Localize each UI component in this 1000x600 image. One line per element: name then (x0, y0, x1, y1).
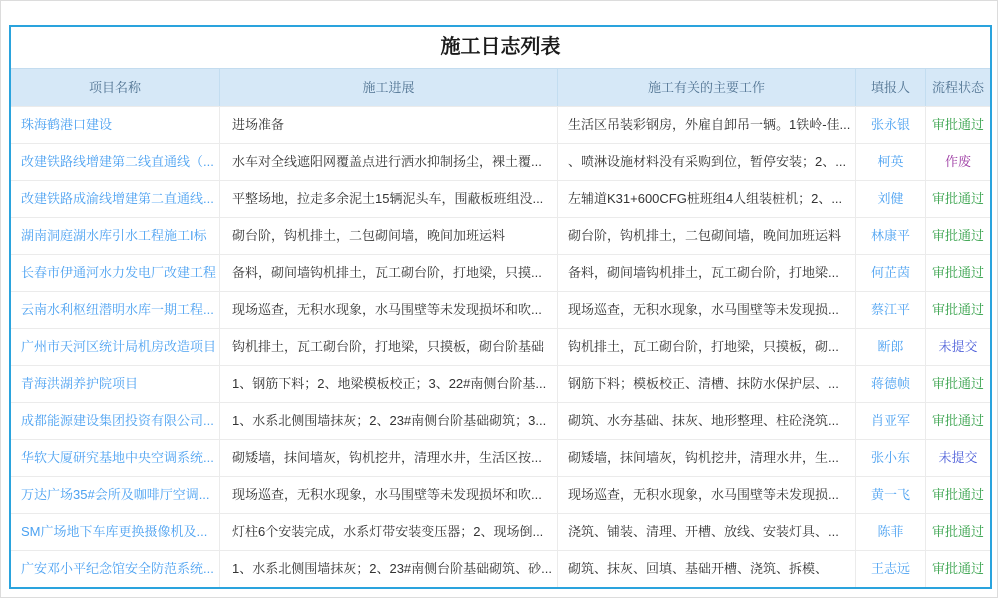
table-body (11, 106, 990, 587)
table-row (11, 254, 990, 291)
progress-text: 备料，砌间墙钩机排土，瓦工砌台阶，打地梁，只摸... (220, 255, 558, 291)
reporter-link[interactable]: 陈菲 (856, 514, 926, 550)
status-badge: 审批通过 (931, 376, 984, 391)
main-work-text: 砌筑、水夯基础、抹灰、地形整理、柱砼浇筑... (558, 403, 856, 439)
status-badge: 审批通过 (931, 265, 984, 280)
status-badge: 审批通过 (931, 524, 984, 539)
main-work-text: 、喷淋设施材料没有采购到位，暂停安装；2、... (558, 144, 856, 180)
table-row (11, 328, 990, 365)
project-name-link[interactable]: 广州市天河区统计局机房改造项目 (11, 329, 220, 365)
progress-text: 平整场地，拉走多余泥土15辆泥头车，围蔽板班组没... (220, 181, 558, 217)
project-name-link[interactable]: 广安邓小平纪念馆安全防范系统... (11, 551, 220, 587)
status-badge: 审批通过 (931, 191, 984, 206)
progress-text: 砌台阶，钩机排土，二包砌间墙，晚间加班运料 (220, 218, 558, 254)
project-name-link[interactable]: 万达广场35#会所及咖啡厅空调... (11, 477, 220, 513)
table-row (11, 476, 990, 513)
project-name-link[interactable]: SM广场地下车库更换摄像机及... (11, 514, 220, 550)
progress-text: 1、水系北侧围墙抹灰；2、23#南侧台阶基础砌筑；3... (220, 403, 558, 439)
table-row (11, 180, 990, 217)
status-badge: 审批通过 (931, 487, 984, 502)
table-row (11, 513, 990, 550)
reporter-link[interactable]: 柯英 (856, 144, 926, 180)
project-name-link[interactable]: 成都能源建设集团投资有限公司... (11, 403, 220, 439)
reporter-link[interactable]: 黄一飞 (856, 477, 926, 513)
status-badge: 审批通过 (931, 117, 984, 132)
reporter-link[interactable]: 何芷茵 (856, 255, 926, 291)
main-work-text: 浇筑、铺装、清理、开槽、放线、安装灯具、... (558, 514, 856, 550)
column-header-status: 流程状态 (931, 80, 984, 95)
table-row (11, 143, 990, 180)
progress-text: 水车对全线遮阳网覆盖点进行洒水抑制扬尘，裸土覆... (220, 144, 558, 180)
progress-text: 进场准备 (220, 107, 558, 143)
reporter-link[interactable]: 王志远 (856, 551, 926, 587)
project-name-link[interactable]: 云南水利枢纽潜明水库一期工程... (11, 292, 220, 328)
main-work-text: 钩机排土，瓦工砌台阶，打地梁，只摸板，砌... (558, 329, 856, 365)
progress-text: 1、钢筋下料；2、地梁模板校正；3、22#南侧台阶基... (220, 366, 558, 402)
reporter-link[interactable]: 刘健 (856, 181, 926, 217)
table-row (11, 217, 990, 254)
status-badge: 未提交 (938, 339, 978, 354)
progress-text: 1、水系北侧围墙抹灰；2、23#南侧台阶基础砌筑、砂... (220, 551, 558, 587)
project-name-link[interactable]: 青海洪湖养护院项目 (11, 366, 220, 402)
reporter-link[interactable]: 蔡江平 (856, 292, 926, 328)
main-work-text: 现场巡查，无积水现象，水马围壁等未发现损... (558, 292, 856, 328)
table-header (11, 68, 990, 106)
project-name-link[interactable]: 改建铁路成渝线增建第二直通线... (11, 181, 220, 217)
reporter-link[interactable]: 断郎 (856, 329, 926, 365)
progress-text: 钩机排土，瓦工砌台阶，打地梁，只摸板，砌台阶基础 (220, 329, 558, 365)
column-header-work: 施工有关的主要工作 (558, 69, 856, 106)
status-badge: 未提交 (938, 450, 978, 465)
reporter-link[interactable]: 蒋德帧 (856, 366, 926, 402)
main-work-text: 砌台阶，钩机排土，二包砌间墙，晚间加班运料 (558, 218, 856, 254)
status-badge: 审批通过 (931, 561, 984, 576)
reporter-link[interactable]: 肖亚军 (856, 403, 926, 439)
main-work-text: 生活区吊装彩钢房，外雇自卸吊一辆。1铁岭-佳... (558, 107, 856, 143)
project-name-link[interactable]: 改建铁路线增建第二线直通线（... (11, 144, 220, 180)
progress-text: 现场巡查，无积水现象，水马围壁等未发现损坏和吹... (220, 292, 558, 328)
column-header-project: 项目名称 (11, 69, 220, 106)
table-row (11, 291, 990, 328)
main-work-text: 砌矮墙，抹间墙灰，钩机挖井，清理水井，生... (558, 440, 856, 476)
status-badge: 审批通过 (931, 413, 984, 428)
table-row (11, 365, 990, 402)
construction-log-table (9, 25, 992, 589)
status-badge: 作废 (944, 154, 971, 169)
project-name-link[interactable]: 珠海鹤港口建设 (11, 107, 220, 143)
column-header-reporter: 填报人 (856, 69, 926, 106)
main-work-text: 现场巡查，无积水现象，水马围壁等未发现损... (558, 477, 856, 513)
reporter-link[interactable]: 张永银 (856, 107, 926, 143)
main-work-text: 备料，砌间墙钩机排土，瓦工砌台阶，打地梁... (558, 255, 856, 291)
main-work-text: 砌筑、抹灰、回填、基础开槽、浇筑、拆模、 (558, 551, 856, 587)
page-title: 施工日志列表 (11, 27, 990, 68)
table-row (11, 402, 990, 439)
main-work-text: 左辅道K31+600CFG桩班组4人组装桩机；2、... (558, 181, 856, 217)
project-name-link[interactable]: 华软大厦研究基地中央空调系统... (11, 440, 220, 476)
table-row (11, 550, 990, 587)
progress-text: 现场巡查，无积水现象，水马围壁等未发现损坏和吹... (220, 477, 558, 513)
project-name-link[interactable]: 长春市伊通河水力发电厂改建工程 (11, 255, 220, 291)
status-badge: 审批通过 (931, 302, 984, 317)
status-badge: 审批通过 (931, 228, 984, 243)
table-row (11, 106, 990, 143)
main-work-text: 钢筋下料；模板校正、清槽、抹防水保护层、... (558, 366, 856, 402)
progress-text: 灯柱6个安装完成，水系灯带安装变压器；2、现场倒... (220, 514, 558, 550)
reporter-link[interactable]: 林康平 (856, 218, 926, 254)
column-header-progress: 施工进展 (220, 69, 558, 106)
project-name-link[interactable]: 湖南洞庭湖水库引水工程施工I标 (11, 218, 220, 254)
reporter-link[interactable]: 张小东 (856, 440, 926, 476)
progress-text: 砌矮墙，抹间墙灰，钩机挖井，清理水井，生活区按... (220, 440, 558, 476)
table-row (11, 439, 990, 476)
